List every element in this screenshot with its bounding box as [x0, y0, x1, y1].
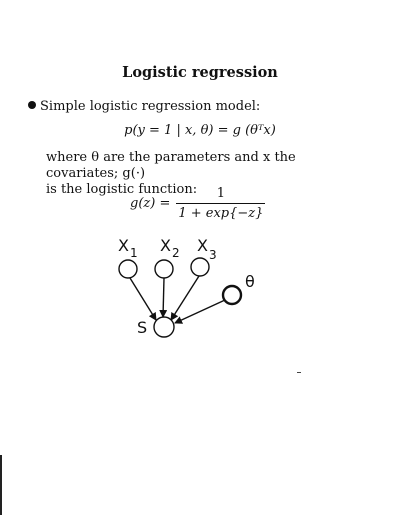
- node-theta: [223, 286, 241, 304]
- description-line-2: is the logistic function:: [46, 182, 198, 197]
- slide-title: Logistic regression: [122, 64, 278, 81]
- node-theta-label: θ: [245, 272, 255, 291]
- scan-margin-line: [0, 455, 2, 515]
- logistic-denominator: 1 + exp{−z}: [176, 203, 265, 221]
- node-x1: [119, 260, 137, 278]
- edge-x1-s: [130, 278, 156, 320]
- logistic-lhs: g(z) =: [130, 196, 171, 211]
- node-x3-label: $X_3$: [197, 236, 217, 262]
- bullet-text: Simple logistic regression model:: [40, 99, 261, 114]
- node-x1-label: $X_1$: [118, 236, 138, 260]
- node-s-label: S: [137, 318, 148, 337]
- description-line-1: where θ are the parameters and x the covariates; g(·): [46, 150, 296, 181]
- scan-speck: [297, 372, 301, 373]
- logistic-numerator: 1: [216, 186, 226, 201]
- model-equation: p(y = 1 | x, θ) = g (θᵀx): [124, 123, 276, 138]
- node-x3: [191, 258, 209, 276]
- node-s: [154, 317, 174, 337]
- node-x2-label: $X_2$: [160, 236, 180, 260]
- edge-x2-s: [163, 278, 164, 317]
- edge-theta-s: [175, 300, 225, 323]
- node-x2: [155, 260, 173, 278]
